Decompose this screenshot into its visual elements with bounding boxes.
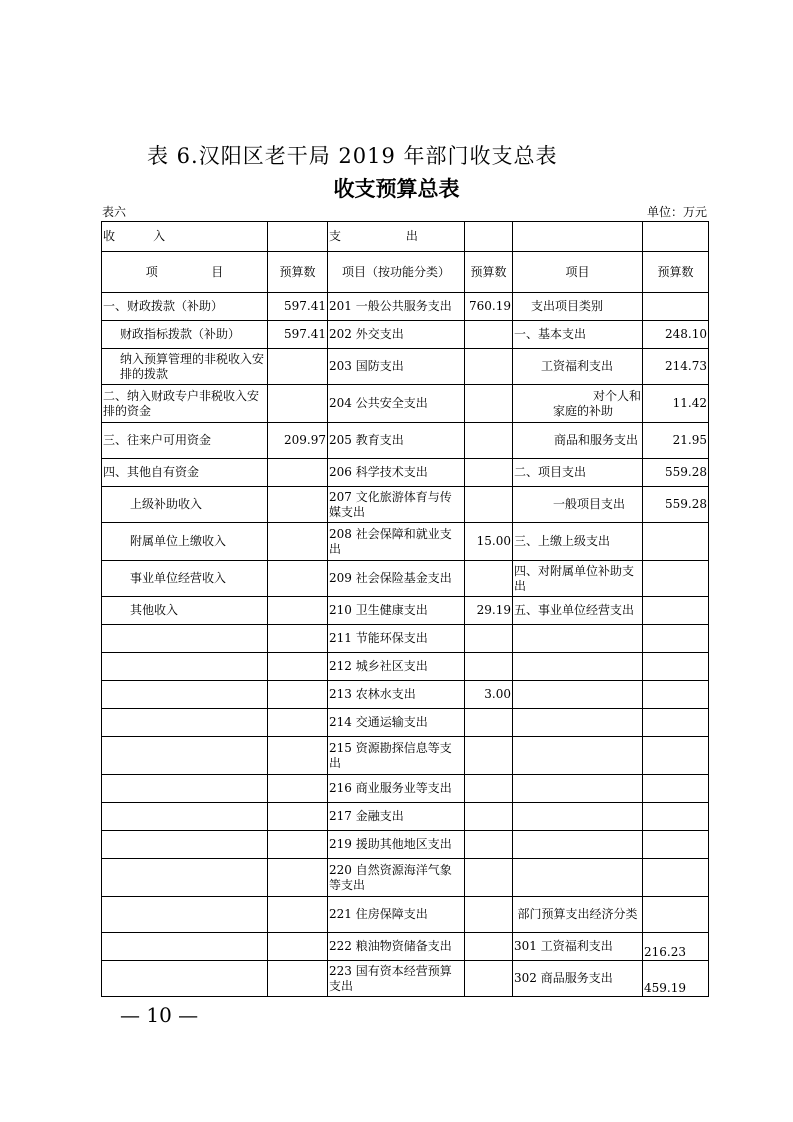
expense-cat-value	[643, 681, 709, 709]
table-row	[102, 321, 709, 349]
table-row	[102, 737, 709, 775]
income-value	[268, 459, 328, 487]
expense-cat-value	[643, 897, 709, 933]
table-row	[102, 709, 709, 737]
expense-func-label: 219 援助其他地区支出	[328, 831, 465, 859]
expense-func-label: 209 社会保险基金支出	[328, 561, 465, 597]
income-label	[102, 933, 268, 961]
group-header-row	[102, 222, 709, 252]
expense-func-label: 202 外交支出	[328, 321, 465, 349]
income-value	[268, 385, 328, 423]
expense-func-value	[465, 961, 513, 997]
income-label	[102, 709, 268, 737]
expense-cat-value	[643, 625, 709, 653]
table-row	[102, 459, 709, 487]
expense-func-label: 217 金融支出	[328, 803, 465, 831]
expense-cat-value: 459.19	[643, 961, 709, 997]
expense-cat-label: 302 商品服务支出	[513, 961, 643, 997]
expense-cat-value: 214.73	[643, 349, 709, 385]
expense-func-value	[465, 625, 513, 653]
income-value	[268, 349, 328, 385]
expense-func-label: 205 教育支出	[328, 423, 465, 459]
income-value	[268, 803, 328, 831]
income-value: 597.41	[268, 321, 328, 349]
income-label	[102, 831, 268, 859]
blank-cell	[268, 222, 328, 252]
income-value	[268, 653, 328, 681]
income-label: 二、纳入财政专户非税收入安排的资金	[102, 385, 268, 423]
expense-func-value: 760.19	[465, 293, 513, 321]
income-label: 附属单位上缴收入	[102, 523, 268, 561]
income-label	[102, 859, 268, 897]
expense-func-value: 29.19	[465, 597, 513, 625]
income-label: 财政指标拨款（补助）	[102, 321, 268, 349]
expense-cat-label	[513, 775, 643, 803]
income-value	[268, 737, 328, 775]
expense-cat-value	[643, 709, 709, 737]
table-row	[102, 933, 709, 961]
income-value	[268, 775, 328, 803]
expense-func-label: 206 科学技术支出	[328, 459, 465, 487]
expense-func-label: 204 公共安全支出	[328, 385, 465, 423]
expense-func-value: 15.00	[465, 523, 513, 561]
table-row	[102, 349, 709, 385]
expense-cat-value	[643, 597, 709, 625]
income-value	[268, 597, 328, 625]
income-label	[102, 625, 268, 653]
income-label	[102, 803, 268, 831]
expense-cat-value: 248.10	[643, 321, 709, 349]
income-label	[102, 681, 268, 709]
page-number: — 10 —	[120, 1003, 199, 1027]
income-value	[268, 523, 328, 561]
expense-cat-value: 11.42	[643, 385, 709, 423]
table-tag: 表六	[102, 205, 127, 219]
expense-func-label: 220 自然资源海洋气象等支出	[328, 859, 465, 897]
table-row	[102, 597, 709, 625]
expense-cat-label	[513, 681, 643, 709]
income-value	[268, 561, 328, 597]
income-value	[268, 625, 328, 653]
expense-func-value	[465, 459, 513, 487]
table-row	[102, 961, 709, 997]
income-label	[102, 653, 268, 681]
table-row	[102, 897, 709, 933]
income-label: 三、往来户可用资金	[102, 423, 268, 459]
header-cat-item: 项目	[513, 252, 643, 293]
income-value: 209.97	[268, 423, 328, 459]
expense-func-label: 215 资源勘探信息等支出	[328, 737, 465, 775]
header-budget: 预算数	[268, 252, 328, 293]
income-value	[268, 933, 328, 961]
expense-cat-label: 部门预算支出经济分类	[513, 897, 643, 933]
expense-func-value	[465, 385, 513, 423]
expense-func-value	[465, 803, 513, 831]
income-label	[102, 897, 268, 933]
expense-func-value	[465, 933, 513, 961]
expense-func-value: 3.00	[465, 681, 513, 709]
header-item: 项 目	[102, 252, 268, 293]
table-row	[102, 859, 709, 897]
expense-cat-label	[513, 625, 643, 653]
expense-func-label: 210 卫生健康支出	[328, 597, 465, 625]
table-row	[102, 561, 709, 597]
expense-func-label: 207 文化旅游体育与传媒支出	[328, 487, 465, 523]
income-group-header: 收 入	[102, 222, 268, 252]
expense-cat-label	[513, 653, 643, 681]
table-row	[102, 831, 709, 859]
income-label: 上级补助收入	[102, 487, 268, 523]
blank-cell	[643, 222, 709, 252]
expense-func-value	[465, 831, 513, 859]
expense-func-label: 211 节能环保支出	[328, 625, 465, 653]
income-value	[268, 859, 328, 897]
income-label: 纳入预算管理的非税收入安排的拨款	[102, 349, 268, 385]
expense-cat-label: 四、对附属单位补助支出	[513, 561, 643, 597]
budget-table	[101, 221, 709, 997]
expense-func-value	[465, 897, 513, 933]
income-label: 其他收入	[102, 597, 268, 625]
income-label	[102, 775, 268, 803]
table-row	[102, 653, 709, 681]
income-value	[268, 487, 328, 523]
expense-func-label: 212 城乡社区支出	[328, 653, 465, 681]
income-label	[102, 737, 268, 775]
income-value: 597.41	[268, 293, 328, 321]
income-value	[268, 831, 328, 859]
table-row	[102, 523, 709, 561]
expense-cat-value	[643, 775, 709, 803]
income-value	[268, 897, 328, 933]
table-row	[102, 803, 709, 831]
expense-cat-value	[643, 803, 709, 831]
table-title: 收支预算总表	[333, 177, 460, 201]
expense-func-value	[465, 349, 513, 385]
blank-cell	[465, 222, 513, 252]
expense-cat-value	[643, 831, 709, 859]
expense-func-value	[465, 775, 513, 803]
expense-cat-value	[643, 523, 709, 561]
expense-func-label: 208 社会保障和就业支出	[328, 523, 465, 561]
header-func-budget: 预算数	[465, 252, 513, 293]
expense-func-label: 201 一般公共服务支出	[328, 293, 465, 321]
expense-cat-value	[643, 859, 709, 897]
expense-func-value	[465, 859, 513, 897]
expense-cat-label: 五、事业单位经营支出	[513, 597, 643, 625]
income-label	[102, 961, 268, 997]
table-row	[102, 293, 709, 321]
expense-cat-label: 二、项目支出	[513, 459, 643, 487]
expense-cat-value: 21.95	[643, 423, 709, 459]
expense-cat-label	[513, 831, 643, 859]
expense-cat-value: 559.28	[643, 459, 709, 487]
table-row	[102, 487, 709, 523]
expense-func-value	[465, 653, 513, 681]
expense-cat-value: 216.23	[643, 933, 709, 961]
blank-cell	[513, 222, 643, 252]
income-label: 一、财政拨款（补助）	[102, 293, 268, 321]
expense-func-label: 223 国有资本经营预算支出	[328, 961, 465, 997]
income-label: 事业单位经营收入	[102, 561, 268, 597]
expense-func-label: 221 住房保障支出	[328, 897, 465, 933]
header-cat-budget: 预算数	[643, 252, 709, 293]
expense-cat-label	[513, 803, 643, 831]
expense-func-label: 216 商业服务业等支出	[328, 775, 465, 803]
column-header-row	[102, 252, 709, 293]
expense-cat-label: 商品和服务支出	[513, 423, 643, 459]
document-title: 表 6.汉阳区老干局 2019 年部门收支总表	[147, 144, 558, 168]
table-row	[102, 625, 709, 653]
table-row	[102, 423, 709, 459]
expense-cat-value: 559.28	[643, 487, 709, 523]
expense-group-header: 支 出	[328, 222, 465, 252]
expense-cat-label: 对个人和家庭的补助	[513, 385, 643, 423]
expense-func-value	[465, 423, 513, 459]
income-value	[268, 709, 328, 737]
expense-cat-value	[643, 561, 709, 597]
unit-label: 单位：万元	[646, 205, 707, 219]
expense-cat-label: 301 工资福利支出	[513, 933, 643, 961]
expense-cat-value	[643, 737, 709, 775]
expense-func-label: 203 国防支出	[328, 349, 465, 385]
header-func-item: 项目（按功能分类）	[328, 252, 465, 293]
expense-func-label: 222 粮油物资储备支出	[328, 933, 465, 961]
expense-func-value	[465, 709, 513, 737]
income-label: 四、其他自有资金	[102, 459, 268, 487]
income-value	[268, 961, 328, 997]
expense-cat-value	[643, 653, 709, 681]
expense-func-label: 213 农林水支出	[328, 681, 465, 709]
expense-func-value	[465, 321, 513, 349]
expense-func-value	[465, 737, 513, 775]
expense-func-label: 214 交通运输支出	[328, 709, 465, 737]
expense-cat-label: 一、基本支出	[513, 321, 643, 349]
table-row	[102, 385, 709, 423]
expense-cat-label: 三、上缴上级支出	[513, 523, 643, 561]
expense-cat-value	[643, 293, 709, 321]
expense-func-value	[465, 487, 513, 523]
expense-cat-label	[513, 709, 643, 737]
income-value	[268, 681, 328, 709]
expense-cat-label: 支出项目类别	[513, 293, 643, 321]
table-row	[102, 775, 709, 803]
expense-cat-label: 工资福利支出	[513, 349, 643, 385]
expense-cat-label	[513, 737, 643, 775]
expense-cat-label	[513, 859, 643, 897]
expense-cat-label: 一般项目支出	[513, 487, 643, 523]
expense-func-value	[465, 561, 513, 597]
table-row	[102, 681, 709, 709]
